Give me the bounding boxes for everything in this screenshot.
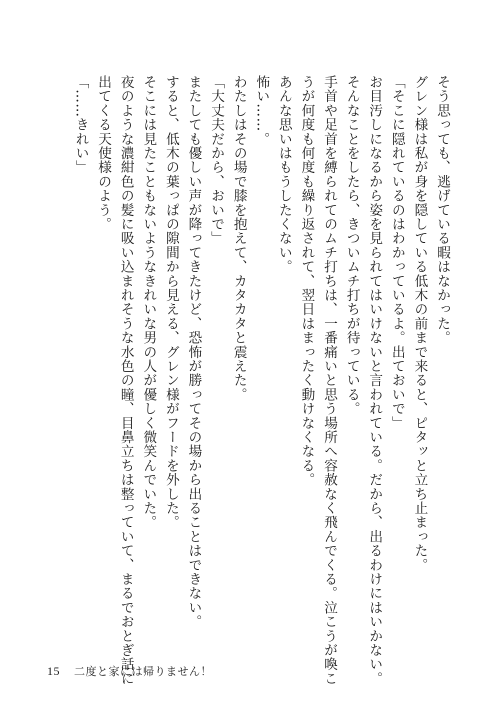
text-line: わたしはその場で膝を抱えて、カタカタと震えた。 [230, 75, 247, 402]
text-line: 「そこに隠れているのはわかっているよ。出ておいで」 [388, 75, 405, 430]
text-line: そこには見たこともないようなきれいな男の人が優しく微笑んでいた。 [140, 75, 157, 530]
text-line: 「……きれい」 [72, 75, 89, 175]
text-line: すると、低木の葉っぱの隙間から見える、グレン様がフードを外した。 [162, 75, 179, 530]
book-title: 二度と家には帰りません！ [74, 665, 212, 678]
text-line: 出てくる天使様のよう。 [95, 75, 112, 232]
text-line: あんな思いはもうしたくない。 [275, 75, 292, 274]
text-line: うが何度も何度も繰り返されて、翌日はまったく動けなくなる。 [298, 75, 315, 487]
text-line: 「大丈夫だから、おいで」 [208, 75, 225, 246]
page-number: 15 [47, 664, 60, 678]
text-line: 怖い……。 [253, 75, 270, 146]
page-footer [47, 663, 212, 679]
text-line: 手首や足首を縛られてのムチ打ちは、一番痛いと思う場所へ容赦なく飛んでくる。泣こうが喚こ [321, 75, 338, 686]
text-line: そう思っても、逃げている暇はなかった。 [434, 75, 450, 345]
text-line: 夜のような濃紺色の髪に吸い込まれそうな水色の瞳、目鼻立ちは整っていて、まるでおとぎ話に [117, 75, 134, 686]
text-line: グレン様は私が身を隠している低木の前まで来ると、ピタッと立ち止まった。 [411, 75, 428, 572]
text-line: そんなことをしたら、きついムチ打ちが待っている。 [343, 75, 360, 416]
text-line: またしても優しい声が降ってきたけど、恐怖が勝ってその場から出ることはできない。 [185, 75, 202, 629]
text-line: お目汚しになるから姿を見られてはいけないと言われている。だから、出るわけにはいかない。 [366, 75, 383, 686]
